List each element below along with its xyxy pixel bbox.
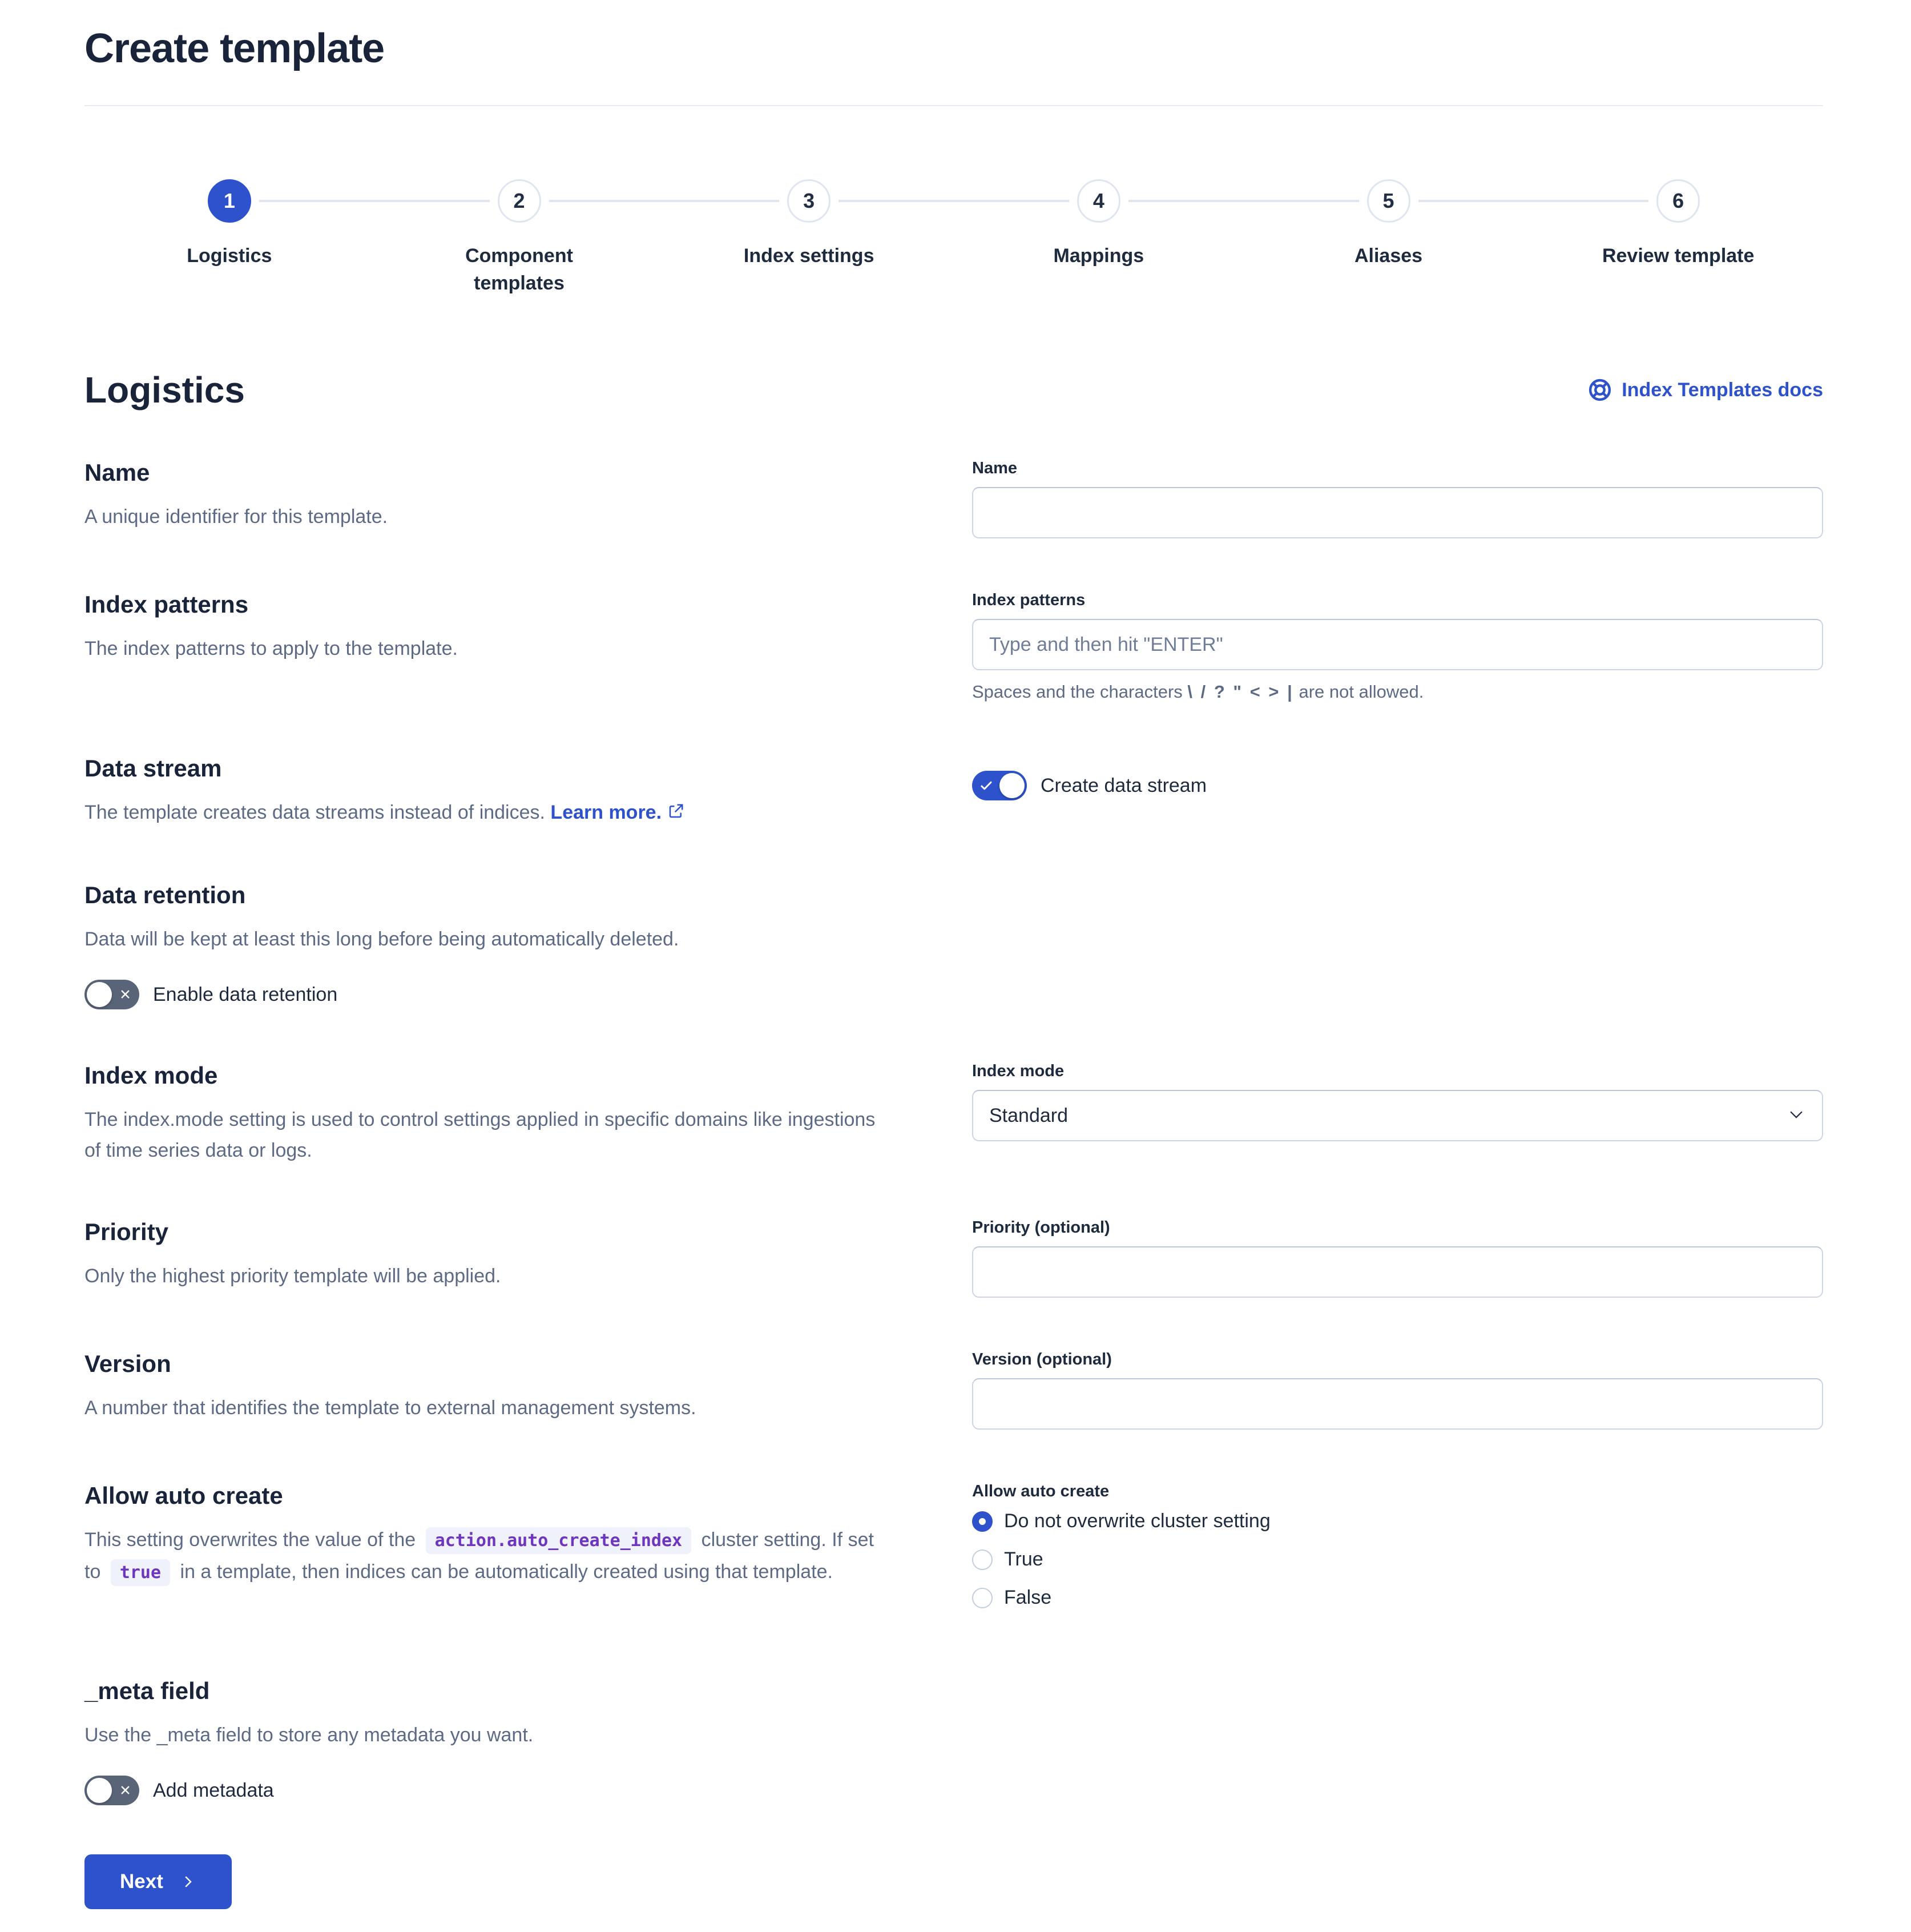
toggle-knob: [999, 773, 1025, 798]
form-group-name: [84, 459, 1823, 538]
step-circle-4: [1077, 179, 1120, 223]
form-group-meta-field: [84, 1677, 1823, 1805]
index-mode-field-label: Index mode: [972, 1062, 1065, 1080]
radio-false[interactable]: False: [972, 1587, 1823, 1609]
step-label: Index settings: [743, 245, 874, 267]
priority-input[interactable]: [972, 1246, 1823, 1298]
meta-field-group-description: Use the _meta field to store any metadata you want.: [84, 1724, 534, 1746]
priority-group-description: Only the highest priority template will be applied.: [84, 1265, 501, 1287]
step-number: 2: [513, 189, 525, 212]
priority-field-label: Priority (optional): [972, 1218, 1110, 1237]
step-label: Logistics: [187, 245, 272, 267]
radio-icon: [972, 1511, 993, 1532]
enable-data-retention-label: Enable data retention: [153, 983, 338, 1005]
section-title: Logistics: [84, 369, 245, 410]
step-circle-5: [1367, 179, 1410, 223]
step-number: 6: [1672, 189, 1684, 212]
radio-do-not-overwrite[interactable]: Do not overwrite cluster setting: [972, 1510, 1823, 1532]
form-group-data-stream: [84, 755, 1823, 829]
wizard-stepper: [84, 179, 1823, 297]
disallowed-characters: \ / ? " < > |: [1187, 682, 1294, 702]
version-group-description: A number that identifies the template to external management systems.: [84, 1397, 696, 1419]
chevron-right-icon: [179, 1873, 196, 1890]
name-input[interactable]: [972, 487, 1823, 538]
step-circle-3: [787, 179, 830, 223]
priority-group-title: Priority: [84, 1218, 169, 1245]
allow-auto-create-group-description: This setting overwrites the value of the action.auto_create_index cluster setting. If set to true in a template, then indices can be automatically created using that template.: [84, 1524, 889, 1588]
version-input[interactable]: [972, 1378, 1823, 1430]
code-true: true: [111, 1559, 170, 1586]
form-group-allow-auto-create: [84, 1482, 1823, 1625]
step-item-mappings[interactable]: [954, 179, 1244, 297]
step-label: Component templates: [465, 245, 573, 294]
title-divider: [84, 105, 1823, 106]
index-mode-selected-value: Standard: [989, 1104, 1068, 1126]
allow-auto-create-group-title: Allow auto create: [84, 1482, 283, 1509]
data-retention-group-description: Data will be kept at least this long before being automatically deleted.: [84, 928, 679, 950]
allow-auto-create-radio-group: [972, 1510, 1823, 1609]
step-number: 4: [1092, 189, 1104, 212]
step-item-review-template[interactable]: [1533, 179, 1823, 297]
form-group-index-patterns: [84, 591, 1823, 702]
step-item-component-templates[interactable]: [374, 179, 664, 297]
data-stream-group-title: Data stream: [84, 755, 222, 782]
add-metadata-toggle[interactable]: [84, 1776, 139, 1805]
cross-icon: [119, 1784, 132, 1800]
step-number: 5: [1382, 189, 1394, 212]
name-field-label: Name: [972, 459, 1017, 477]
index-patterns-group-title: Index patterns: [84, 591, 249, 618]
docs-link-label: Index Templates docs: [1622, 379, 1823, 401]
form-group-priority: [84, 1218, 1823, 1298]
index-patterns-input[interactable]: [972, 619, 1823, 670]
radio-icon: [972, 1549, 993, 1570]
radio-true[interactable]: True: [972, 1548, 1823, 1571]
version-field-label: Version (optional): [972, 1350, 1112, 1368]
index-mode-group-description: The index.mode setting is used to control settings applied in specific domains like ingestions of time series data or logs.: [84, 1109, 876, 1161]
step-circle-2: [498, 179, 541, 223]
learn-more-link[interactable]: Learn more.: [550, 802, 662, 823]
enable-data-retention-toggle[interactable]: [84, 980, 139, 1009]
index-patterns-field-label: Index patterns: [972, 591, 1086, 609]
step-item-index-settings[interactable]: [664, 179, 954, 297]
step-label: Aliases: [1354, 245, 1423, 267]
create-data-stream-label: Create data stream: [1041, 774, 1207, 796]
name-group-description: A unique identifier for this template.: [84, 506, 388, 528]
add-metadata-label: Add metadata: [153, 1779, 274, 1801]
docs-icon: [1587, 377, 1612, 402]
form-group-version: [84, 1350, 1823, 1430]
external-link-icon: [667, 798, 684, 829]
step-label: Review template: [1602, 245, 1755, 267]
form-group-data-retention: [84, 882, 1823, 1009]
radio-icon: [972, 1588, 993, 1608]
cross-icon: [119, 988, 132, 1004]
step-item-aliases[interactable]: [1244, 179, 1534, 297]
data-stream-group-description: The template creates data streams instead of indices. Learn more.: [84, 797, 889, 829]
next-button[interactable]: [84, 1854, 232, 1909]
data-retention-group-title: Data retention: [84, 882, 246, 908]
check-icon: [979, 778, 994, 796]
toggle-knob: [87, 1778, 112, 1803]
step-circle-1: [208, 179, 251, 223]
step-item-logistics[interactable]: [84, 179, 374, 297]
name-group-title: Name: [84, 459, 150, 486]
meta-field-group-title: _meta field: [84, 1677, 210, 1704]
index-mode-group-title: Index mode: [84, 1062, 218, 1089]
code-action-auto-create-index: action.auto_create_index: [426, 1527, 691, 1554]
index-templates-docs-link[interactable]: [1587, 377, 1823, 402]
index-patterns-helper-text: Spaces and the characters \ / ? " < > | are not allowed.: [972, 682, 1424, 702]
toggle-knob: [87, 982, 112, 1007]
step-number: 1: [223, 189, 235, 212]
step-label: Mappings: [1053, 245, 1144, 267]
next-button-label: Next: [120, 1870, 163, 1893]
form-group-index-mode: [84, 1062, 1823, 1166]
page-title: Create template: [84, 26, 385, 71]
allow-auto-create-field-label: Allow auto create: [972, 1482, 1110, 1500]
index-mode-select[interactable]: [972, 1090, 1823, 1141]
step-number: 3: [803, 189, 815, 212]
version-group-title: Version: [84, 1350, 171, 1377]
index-patterns-group-description: The index patterns to apply to the template.: [84, 638, 458, 659]
create-data-stream-toggle[interactable]: [972, 771, 1027, 800]
step-circle-6: [1656, 179, 1700, 223]
chevron-down-icon: [1787, 1105, 1806, 1127]
